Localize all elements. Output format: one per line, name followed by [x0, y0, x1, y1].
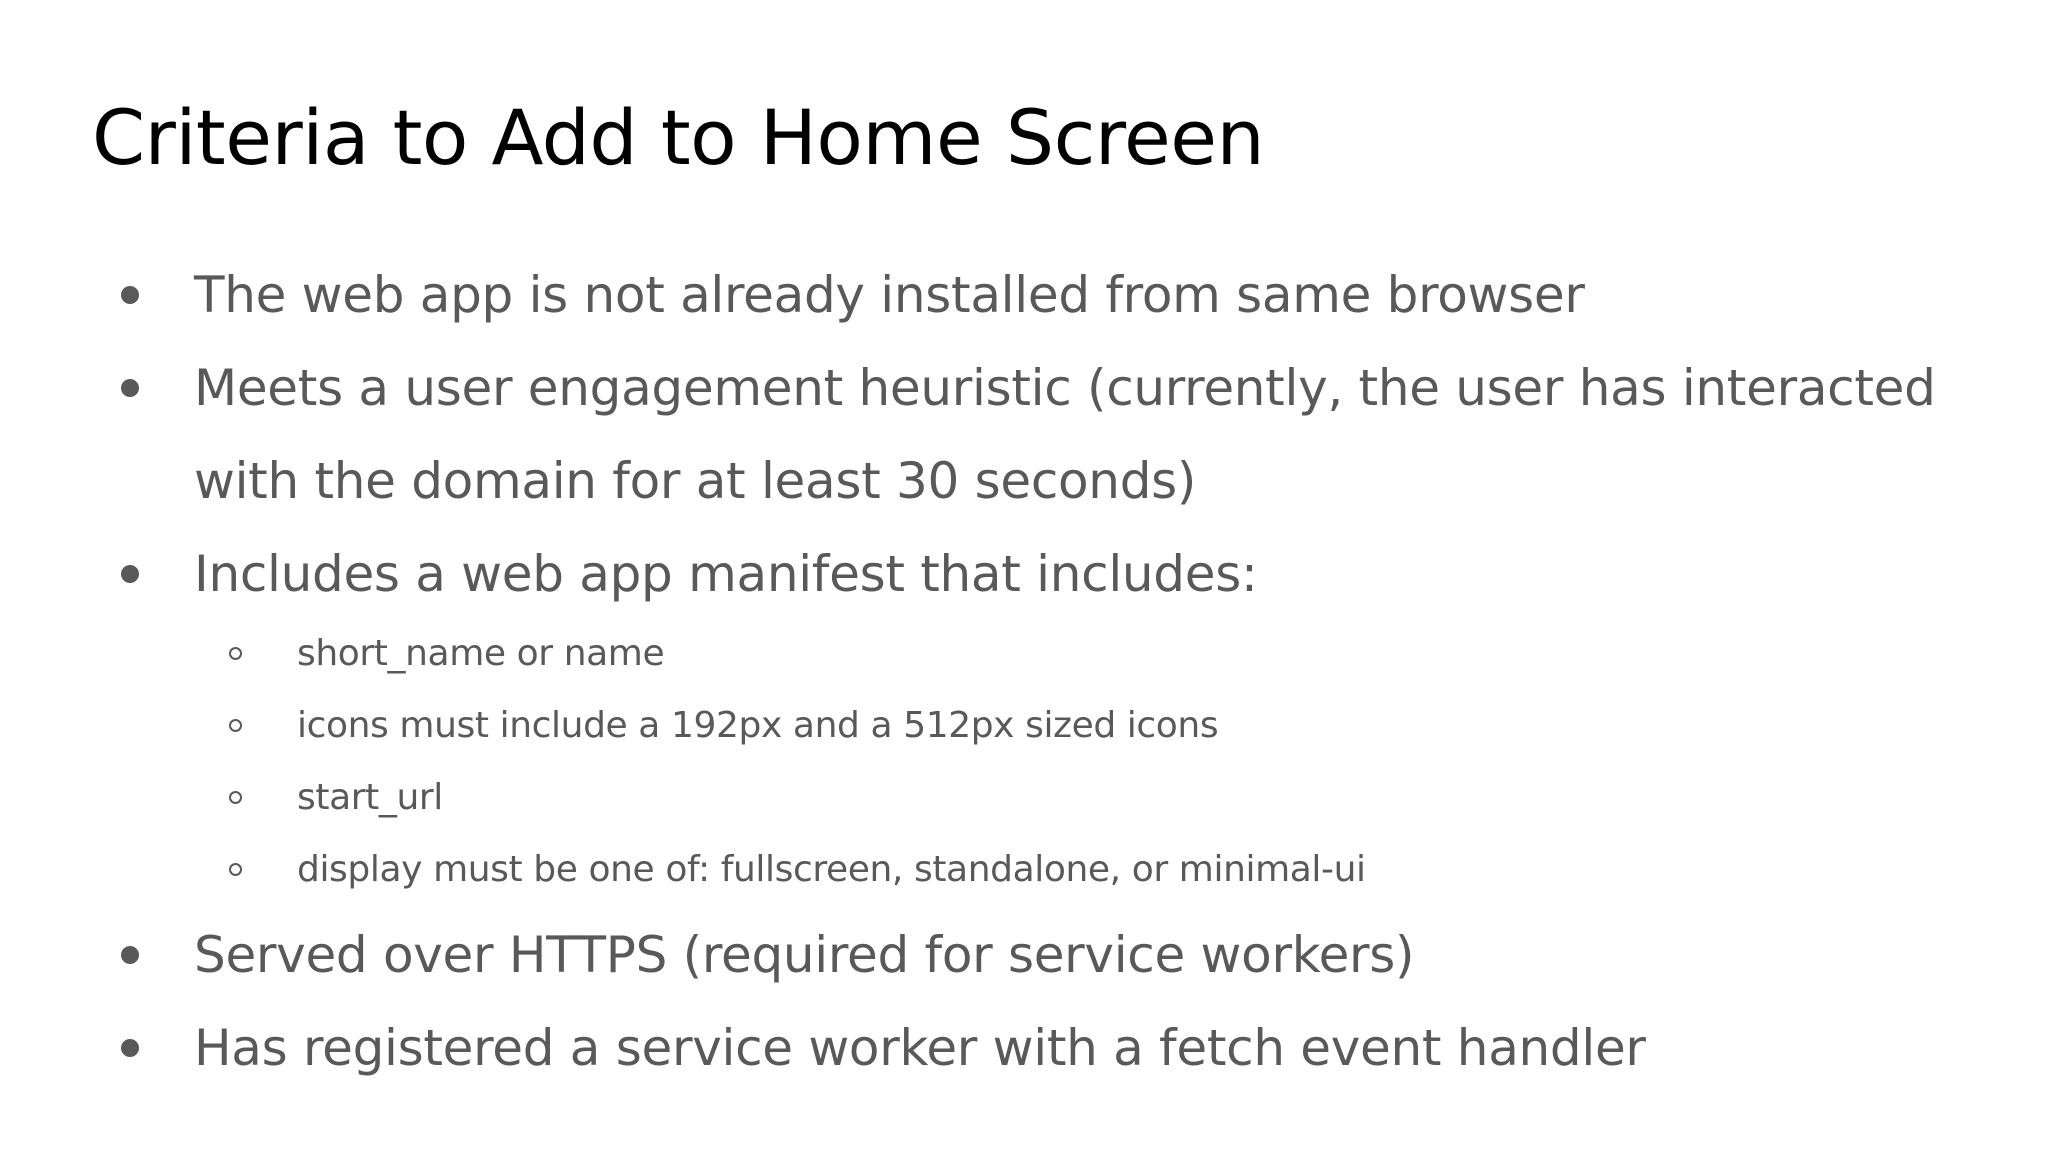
- hollow-bullet-icon: [229, 647, 242, 660]
- bullet-text: with the domain for at least 30 seconds): [194, 452, 1197, 510]
- filled-bullet-icon: [121, 946, 139, 964]
- bullet-text: Has registered a service worker with a fetch event handler: [194, 1019, 1646, 1077]
- bullet-text: Includes a web app manifest that includes:: [194, 545, 1258, 603]
- bullet-text: Served over HTTPS (required for service workers): [194, 926, 1415, 984]
- hollow-bullet-icon: [229, 791, 242, 804]
- filled-bullet-icon: [121, 565, 139, 583]
- filled-bullet-icon: [121, 286, 139, 304]
- filled-bullet-icon: [121, 1039, 139, 1057]
- bullet-text: Meets a user engagement heuristic (currently, the user has interacted: [194, 359, 1936, 417]
- slide-title: Criteria to Add to Home Screen: [92, 93, 1265, 182]
- hollow-bullet-icon: [229, 719, 242, 732]
- filled-bullet-icon: [121, 379, 139, 397]
- sub-bullet-text: short_name or name: [297, 633, 665, 674]
- sub-bullet-text: display must be one of: fullscreen, standalone, or minimal-ui: [297, 849, 1366, 890]
- sub-bullet-text: icons must include a 192px and a 512px sized icons: [297, 705, 1219, 746]
- sub-bullet-text: start_url: [297, 777, 443, 818]
- bullet-text: The web app is not already installed from same browser: [194, 266, 1585, 324]
- hollow-bullet-icon: [229, 863, 242, 876]
